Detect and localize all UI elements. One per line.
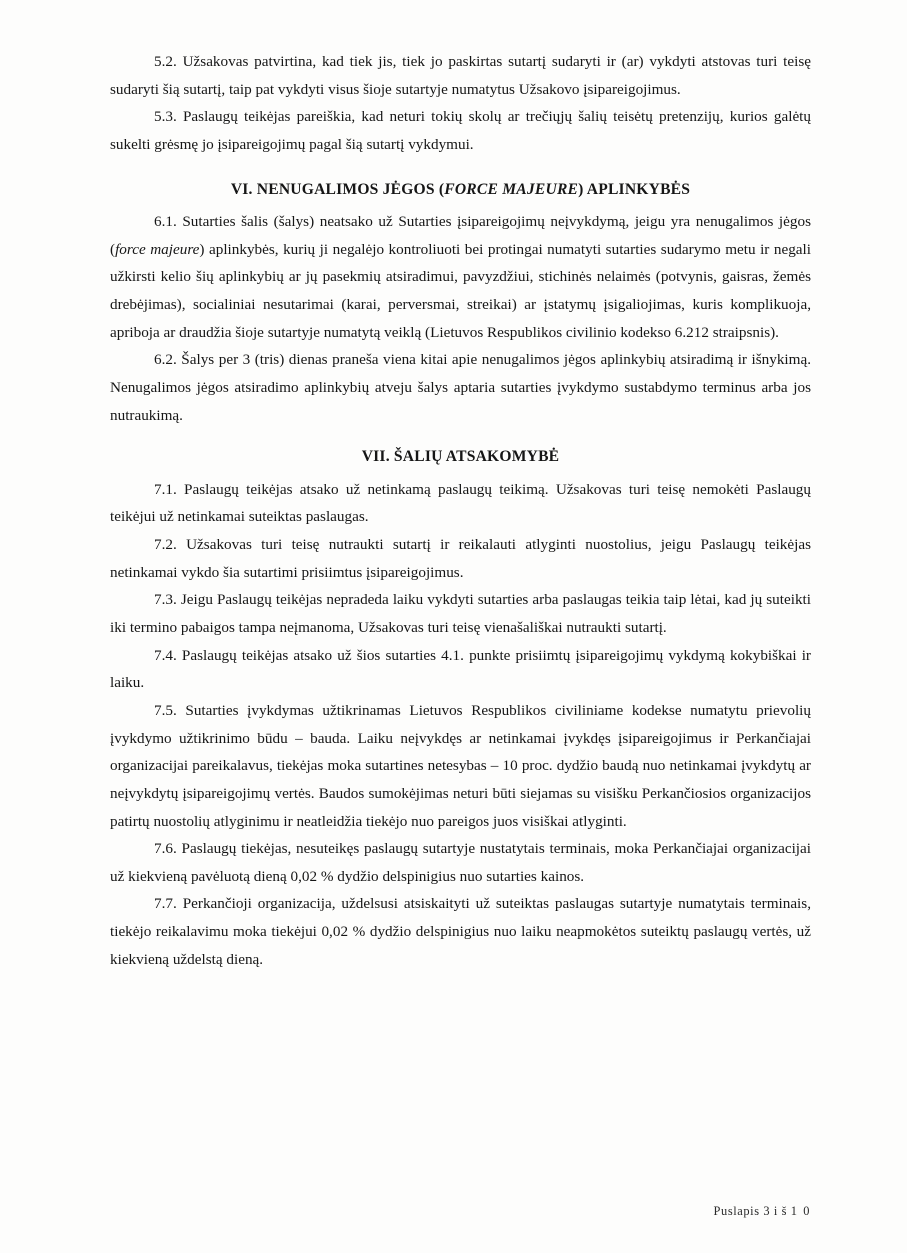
page-footer xyxy=(110,1204,811,1219)
paragraph-5-3: 5.3. Paslaugų teikėjas pareiškia, kad neturi tokių skolų ar trečiųjų šalių teisėtų pretenzijų, kurios galėtų sukelti grėsmę jo įsipareigojimų pagal šią sutartį vykdymui. xyxy=(110,108,811,153)
paragraph-7-4: 7.4. Paslaugų teikėjas atsako už šios sutarties 4.1. punkte prisiimtų įsipareigojimų vykdymą kokybiškai ir laiku. xyxy=(110,646,811,692)
heading-vi-italic: FORCE MAJEURE xyxy=(444,180,579,198)
document-body xyxy=(110,48,811,973)
heading-vi-before: VI. NENUGALIMOS JĖGOS ( xyxy=(230,180,445,198)
paragraph-7-3: 7.3. Jeigu Paslaugų teikėjas nepradeda laiku vykdyti sutarties arba paslaugas teikia taip lėtai, kad jų suteikti iki termino pabaigos tampa neįmanoma, Užsakovas turi teisę vienašališkai nutraukti sutartį. xyxy=(110,591,811,636)
section-heading-vi xyxy=(110,176,811,204)
paragraph-7-5: 7.5. Sutarties įvykdymas užtikrinamas Lietuvos Respublikos civiliniame kodekse numatytu prievolių įvykdymo užtikrinimo būdu – bauda. Laiku neįvykdęs ar netinkamai įvykdęs įsipareigojimus ir Perkančiajai organizacijai pareikalavus, tiekėjas moka sutartines netesybas – 10 proc. dydžio baudą nuo netinkamai įvykdytų ar neįvykdytų įsipareigojimų vertės. Baudos sumokėjimas neturi būti siejamas su visišku Perkančiosios organizacijos patirtų nuostolių atlyginimu ir neatleidžia tiekėjo nuo pareigos juos visiškai atlyginti. xyxy=(110,701,811,830)
footer-page-number: 1 0 xyxy=(790,1204,811,1218)
paragraph-6-1-part-a: 6.1. Sutarties šalis (šalys) neatsako už Sutarties įsipareigojimų neįvykdymą, jeigu yra nenugalimos jėgos ( xyxy=(110,213,811,258)
section-heading-vii: VII. ŠALIŲ ATSAKOMYBĖ xyxy=(361,448,560,466)
heading-vi-after: ) APLINKYBĖS xyxy=(578,180,691,198)
paragraph-6-1-part-b: ) aplinkybės, kurių ji negalėjo kontroliuoti bei protingai numatyti sutarties sudarymo metu ir negali užkirsti kelio šių aplinkybių ar jų pasekmių atsiradimui, pavyzdžiui, stichinės nelaimės (potvynis, gaisras, žemės drebėjimas), socialiniai nesutarimai (karai, perversmai, streikai) ar įstatymų įsigaliojimas, kuris komplikuoja, apriboja ar draudžia šioje sutartyje numatytą veiklą (Lietuvos Respublikos civilinio kodekso 6.212 straipsnis). xyxy=(110,240,811,341)
paragraph-7-6: 7.6. Paslaugų tiekėjas, nesuteikęs paslaugų sutartyje nustatytais terminais, moka Perkančiajai organizacijai už kiekvieną pavėluotą dieną 0,02 % dydžio delspinigius nuo sutarties kainos. xyxy=(110,840,811,885)
paragraph-5-2: 5.2. Užsakovas patvirtina, kad tiek jis, tiek jo paskirtas sutartį sudaryti ir (ar) vykdyti atstovas turi teisę sudaryti šią sutartį, taip pat vykdyti visus šioje sutartyje numatytus Užsakovo įsipareigojimus. xyxy=(110,53,811,98)
paragraph-7-2: 7.2. Užsakovas turi teisę nutraukti sutartį ir reikalauti atlyginti nuostolius, jeigu Paslaugų teikėjas netinkamai vykdo šia sutartimi prisiimtus įsipareigojimus. xyxy=(110,535,811,581)
paragraph-7-7: 7.7. Perkančioji organizacija, uždelsusi atsiskaityti už suteiktas paslaugas sutartyje numatytais terminais, tiekėjo reikalavimu moka tiekėjui 0,02 % dydžio delspinigius nuo laiku neapmokėtos suteiktų paslaugų vertės, už kiekvieną uždelstą dieną. xyxy=(110,895,811,968)
footer-label: Puslapis 3 i š xyxy=(713,1204,787,1218)
paragraph-6-2: 6.2. Šalys per 3 (tris) dienas praneša viena kitai apie nenugalimos jėgos aplinkybių atsiradimą ir išnykimą. Nenugalimos jėgos atsiradimo aplinkybių atveju šalys aptaria sutarties įvykdymo sustabdymo terminus arba jos nutraukimą. xyxy=(110,351,811,424)
paragraph-6-1 xyxy=(110,208,811,346)
paragraph-7-1: 7.1. Paslaugų teikėjas atsako už netinkamą paslaugų teikimą. Užsakovas turi teisę nemokėti Paslaugų teikėjui už netinkamai suteiktas paslaugas. xyxy=(110,480,811,526)
paragraph-6-1-italic: force majeure xyxy=(115,240,200,258)
